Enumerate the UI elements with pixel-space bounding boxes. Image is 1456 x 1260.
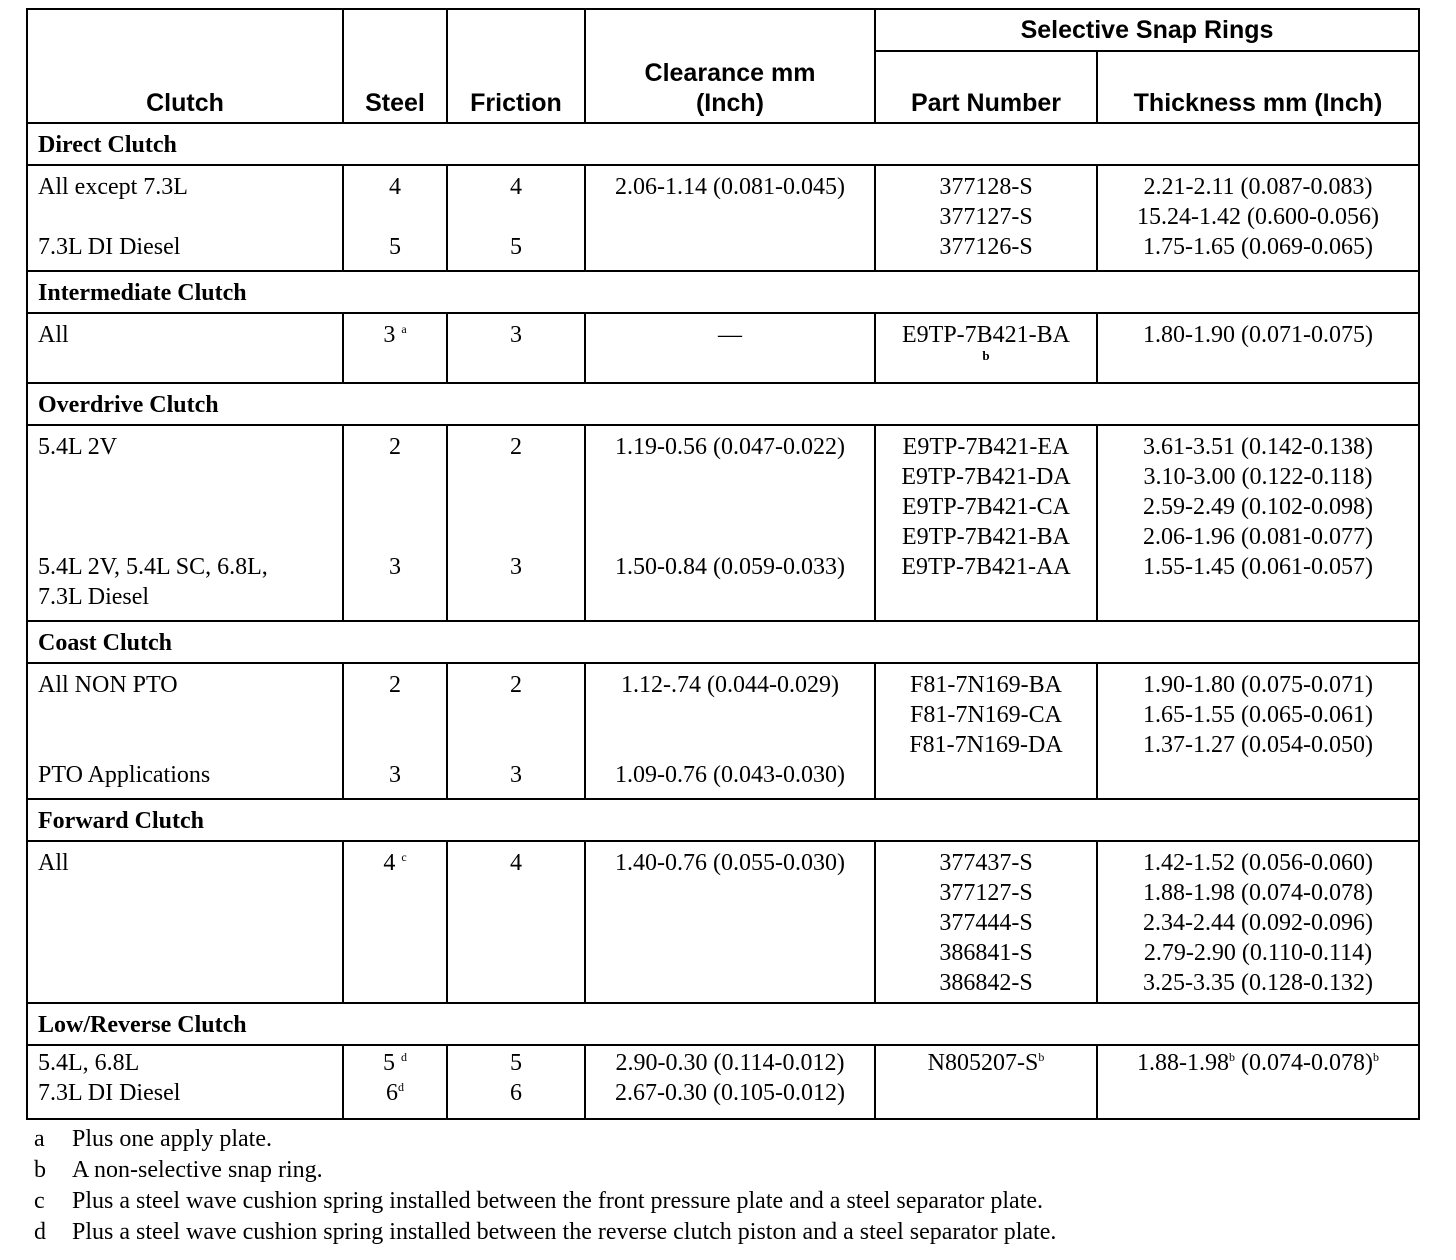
part-number: 386842-S <box>939 970 1033 996</box>
part-number: E9TP-7B421-BA <box>902 524 1070 550</box>
steel-cell <box>343 663 447 799</box>
steel-value: 2 <box>389 434 401 460</box>
steel-cell <box>343 425 447 621</box>
section-title-low-reverse-clutch: Low/Reverse Clutch <box>27 1003 1419 1045</box>
friction-cell <box>447 841 585 1003</box>
part-number: E9TP-7B421-AA <box>901 554 1071 580</box>
clearance-value: — <box>718 322 742 348</box>
thickness-value: 2.79-2.90 (0.110-0.114) <box>1143 940 1373 966</box>
footnote-ref: c <box>401 850 407 864</box>
steel-value: 3 <box>383 322 396 348</box>
part-number-cell <box>875 1045 1097 1119</box>
thickness-cell <box>1097 165 1419 271</box>
thickness-value: 3.61-3.51 (0.142-0.138) <box>1143 434 1373 460</box>
friction-value: 5 <box>510 234 522 260</box>
clearance-value: 1.12-.74 (0.044-0.029) <box>621 672 839 698</box>
part-number: N805207-S <box>927 1050 1039 1076</box>
friction-value: 4 <box>510 174 522 200</box>
clutch-cell <box>27 841 343 1003</box>
clearance-value: 2.67-0.30 (0.105-0.012) <box>615 1080 845 1106</box>
footnote-ref: d <box>398 1080 404 1094</box>
table-row <box>27 165 1419 271</box>
footnotes <box>34 1124 1424 1248</box>
row-label: 7.3L Diesel <box>38 584 150 610</box>
clearance-header-line1: Clearance mm <box>644 59 816 87</box>
part-number: 377127-S <box>939 880 1033 906</box>
thickness-value: 1.88-1.98 (0.074-0.078) <box>1143 880 1373 906</box>
friction-value: 2 <box>510 672 522 698</box>
clearance-value: 1.40-0.76 (0.055-0.030) <box>615 850 845 876</box>
footnote-ref: b <box>1229 1050 1235 1064</box>
thickness-value: 1.80-1.90 (0.071-0.075) <box>1143 322 1373 348</box>
clearance-cell <box>585 663 875 799</box>
friction-cell <box>447 663 585 799</box>
steel-value: 6 <box>386 1080 398 1106</box>
row-label: 5.4L 2V, 5.4L SC, 6.8L, <box>38 554 268 580</box>
clearance-header-line2: (Inch) <box>695 89 765 117</box>
table-row <box>27 663 1419 799</box>
footnote-text: Plus a steel wave cushion spring installed between the reverse clutch piston and a steel separator plate. <box>72 1219 1057 1245</box>
row-label: All except 7.3L <box>38 174 188 200</box>
friction-cell <box>447 313 585 383</box>
thickness-value: 2.21-2.11 (0.087-0.083) <box>1143 174 1373 200</box>
clearance-value: 1.19-0.56 (0.047-0.022) <box>615 434 845 460</box>
group-header-selective-snap-rings: Selective Snap Rings <box>875 9 1419 51</box>
clearance-value: 2.06-1.14 (0.081-0.045) <box>615 174 845 200</box>
thickness-value: 1.55-1.45 (0.061-0.057) <box>1143 554 1373 580</box>
footnote-text: A non-selective snap ring. <box>72 1157 323 1183</box>
friction-value: 4 <box>510 850 522 876</box>
part-number: 377128-S <box>939 174 1033 200</box>
section-title-direct-clutch: Direct Clutch <box>27 123 1419 165</box>
clutch-cell <box>27 425 343 621</box>
thickness-value: 1.65-1.55 (0.065-0.061) <box>1143 702 1373 728</box>
footnote-key: c <box>34 1188 45 1214</box>
part-number-cell <box>875 841 1097 1003</box>
steel-value: 5 <box>383 1050 395 1076</box>
clearance-value: 2.90-0.30 (0.114-0.012) <box>615 1050 845 1076</box>
footnote <box>34 1186 1424 1217</box>
part-number: 377444-S <box>939 910 1033 936</box>
table-row <box>27 1045 1419 1119</box>
footnote <box>34 1124 1424 1155</box>
steel-cell <box>343 841 447 1003</box>
thickness-value: 2.34-2.44 (0.092-0.096) <box>1143 910 1373 936</box>
column-header-clutch: Clutch <box>27 9 343 123</box>
steel-value: 3 <box>389 554 401 580</box>
part-number: E9TP-7B421-CA <box>902 494 1070 520</box>
footnote-ref: b <box>1038 1050 1045 1064</box>
table-row <box>27 425 1419 621</box>
row-label: PTO Applications <box>38 762 211 788</box>
section-title-coast-clutch: Coast Clutch <box>27 621 1419 663</box>
thickness-value: 1.42-1.52 (0.056-0.060) <box>1143 850 1373 876</box>
steel-value: 3 <box>389 762 401 788</box>
clearance-cell <box>585 841 875 1003</box>
clearance-cell <box>585 165 875 271</box>
thickness-value: 1.75-1.65 (0.069-0.065) <box>1143 234 1373 260</box>
footnote-key: a <box>34 1126 45 1152</box>
row-label: All <box>38 850 69 876</box>
part-number: F81-7N169-DA <box>909 732 1063 758</box>
section-title-overdrive-clutch: Overdrive Clutch <box>27 383 1419 425</box>
thickness-value: 3.25-3.35 (0.128-0.132) <box>1143 970 1373 996</box>
thickness-cell <box>1097 841 1419 1003</box>
section-title-forward-clutch: Forward Clutch <box>27 799 1419 841</box>
column-header-clearance <box>585 9 875 123</box>
footnote-ref: a <box>401 322 407 336</box>
thickness-value: 2.06-1.96 (0.081-0.077) <box>1143 524 1373 550</box>
table-row <box>27 841 1419 1003</box>
thickness-value: 15.24-1.42 (0.600-0.056) <box>1137 204 1379 230</box>
thickness-cell <box>1097 425 1419 621</box>
row-label: 5.4L, 6.8L <box>38 1050 140 1076</box>
thickness-value: 3.10-3.00 (0.122-0.118) <box>1143 464 1373 490</box>
row-label: 5.4L 2V <box>38 434 118 460</box>
thickness-value: 1.90-1.80 (0.075-0.071) <box>1143 672 1373 698</box>
clearance-cell <box>585 1045 875 1119</box>
friction-value: 3 <box>510 762 522 788</box>
footnote <box>34 1155 1424 1186</box>
steel-value: 4 <box>389 174 401 200</box>
thickness-value: 1.37-1.27 (0.054-0.050) <box>1143 732 1373 758</box>
clearance-value: 1.50-0.84 (0.059-0.033) <box>615 554 845 580</box>
thickness-cell <box>1097 663 1419 799</box>
part-number: E9TP-7B421-BA <box>902 322 1070 348</box>
friction-cell <box>447 425 585 621</box>
column-header-part-number: Part Number <box>875 51 1097 123</box>
footnote-ref: b <box>1372 1050 1379 1064</box>
part-number-cell <box>875 425 1097 621</box>
clutch-cell <box>27 1045 343 1119</box>
part-number-cell <box>875 165 1097 271</box>
part-number: 377437-S <box>939 850 1033 876</box>
column-header-steel: Steel <box>343 9 447 123</box>
row-label: All <box>38 322 69 348</box>
footnote-ref: b <box>982 348 990 363</box>
friction-value: 3 <box>510 554 522 580</box>
part-number: E9TP-7B421-EA <box>902 434 1070 460</box>
friction-value: 6 <box>510 1080 522 1106</box>
friction-cell <box>447 165 585 271</box>
thickness-value: 1.88-1.98 <box>1137 1050 1229 1076</box>
clearance-value: 1.09-0.76 (0.043-0.030) <box>615 762 845 788</box>
part-number: F81-7N169-CA <box>909 702 1062 728</box>
steel-value: 5 <box>389 234 401 260</box>
row-label: 7.3L DI Diesel <box>38 1080 181 1106</box>
friction-value: 5 <box>510 1050 522 1076</box>
footnote-key: b <box>34 1157 46 1183</box>
section-title-intermediate-clutch: Intermediate Clutch <box>27 271 1419 313</box>
thickness-cell <box>1097 1045 1419 1119</box>
friction-value: 3 <box>510 322 522 348</box>
column-header-thickness: Thickness mm (Inch) <box>1097 51 1419 123</box>
clutch-cell <box>27 663 343 799</box>
part-number-cell <box>875 313 1097 383</box>
part-number: 386841-S <box>939 940 1033 966</box>
steel-cell <box>343 313 447 383</box>
thickness-value: (0.074-0.078) <box>1235 1050 1373 1076</box>
steel-value: 4 <box>383 850 396 876</box>
friction-value: 2 <box>510 434 522 460</box>
clearance-cell <box>585 313 875 383</box>
part-number: E9TP-7B421-DA <box>901 464 1071 490</box>
thickness-cell <box>1097 313 1419 383</box>
thickness-value: 2.59-2.49 (0.102-0.098) <box>1143 494 1373 520</box>
clutch-specifications-table <box>26 8 1420 1120</box>
footnote-text: Plus a steel wave cushion spring installed between the front pressure plate and a steel separator plate. <box>72 1188 1044 1214</box>
footnote-key: d <box>34 1219 46 1245</box>
part-number: F81-7N169-BA <box>909 672 1062 698</box>
steel-cell <box>343 165 447 271</box>
clearance-cell <box>585 425 875 621</box>
clutch-cell <box>27 165 343 271</box>
row-label: 7.3L DI Diesel <box>38 234 181 260</box>
footnote <box>34 1217 1424 1248</box>
footnote-ref: d <box>401 1050 407 1064</box>
steel-value: 2 <box>389 672 401 698</box>
row-label: All NON PTO <box>38 672 178 698</box>
footnote-text: Plus one apply plate. <box>72 1126 272 1152</box>
part-number: 377127-S <box>939 204 1033 230</box>
table-row <box>27 313 1419 383</box>
part-number-cell <box>875 663 1097 799</box>
part-number: 377126-S <box>939 234 1033 260</box>
steel-cell <box>343 1045 447 1119</box>
friction-cell <box>447 1045 585 1119</box>
clutch-cell <box>27 313 343 383</box>
column-header-friction: Friction <box>447 9 585 123</box>
